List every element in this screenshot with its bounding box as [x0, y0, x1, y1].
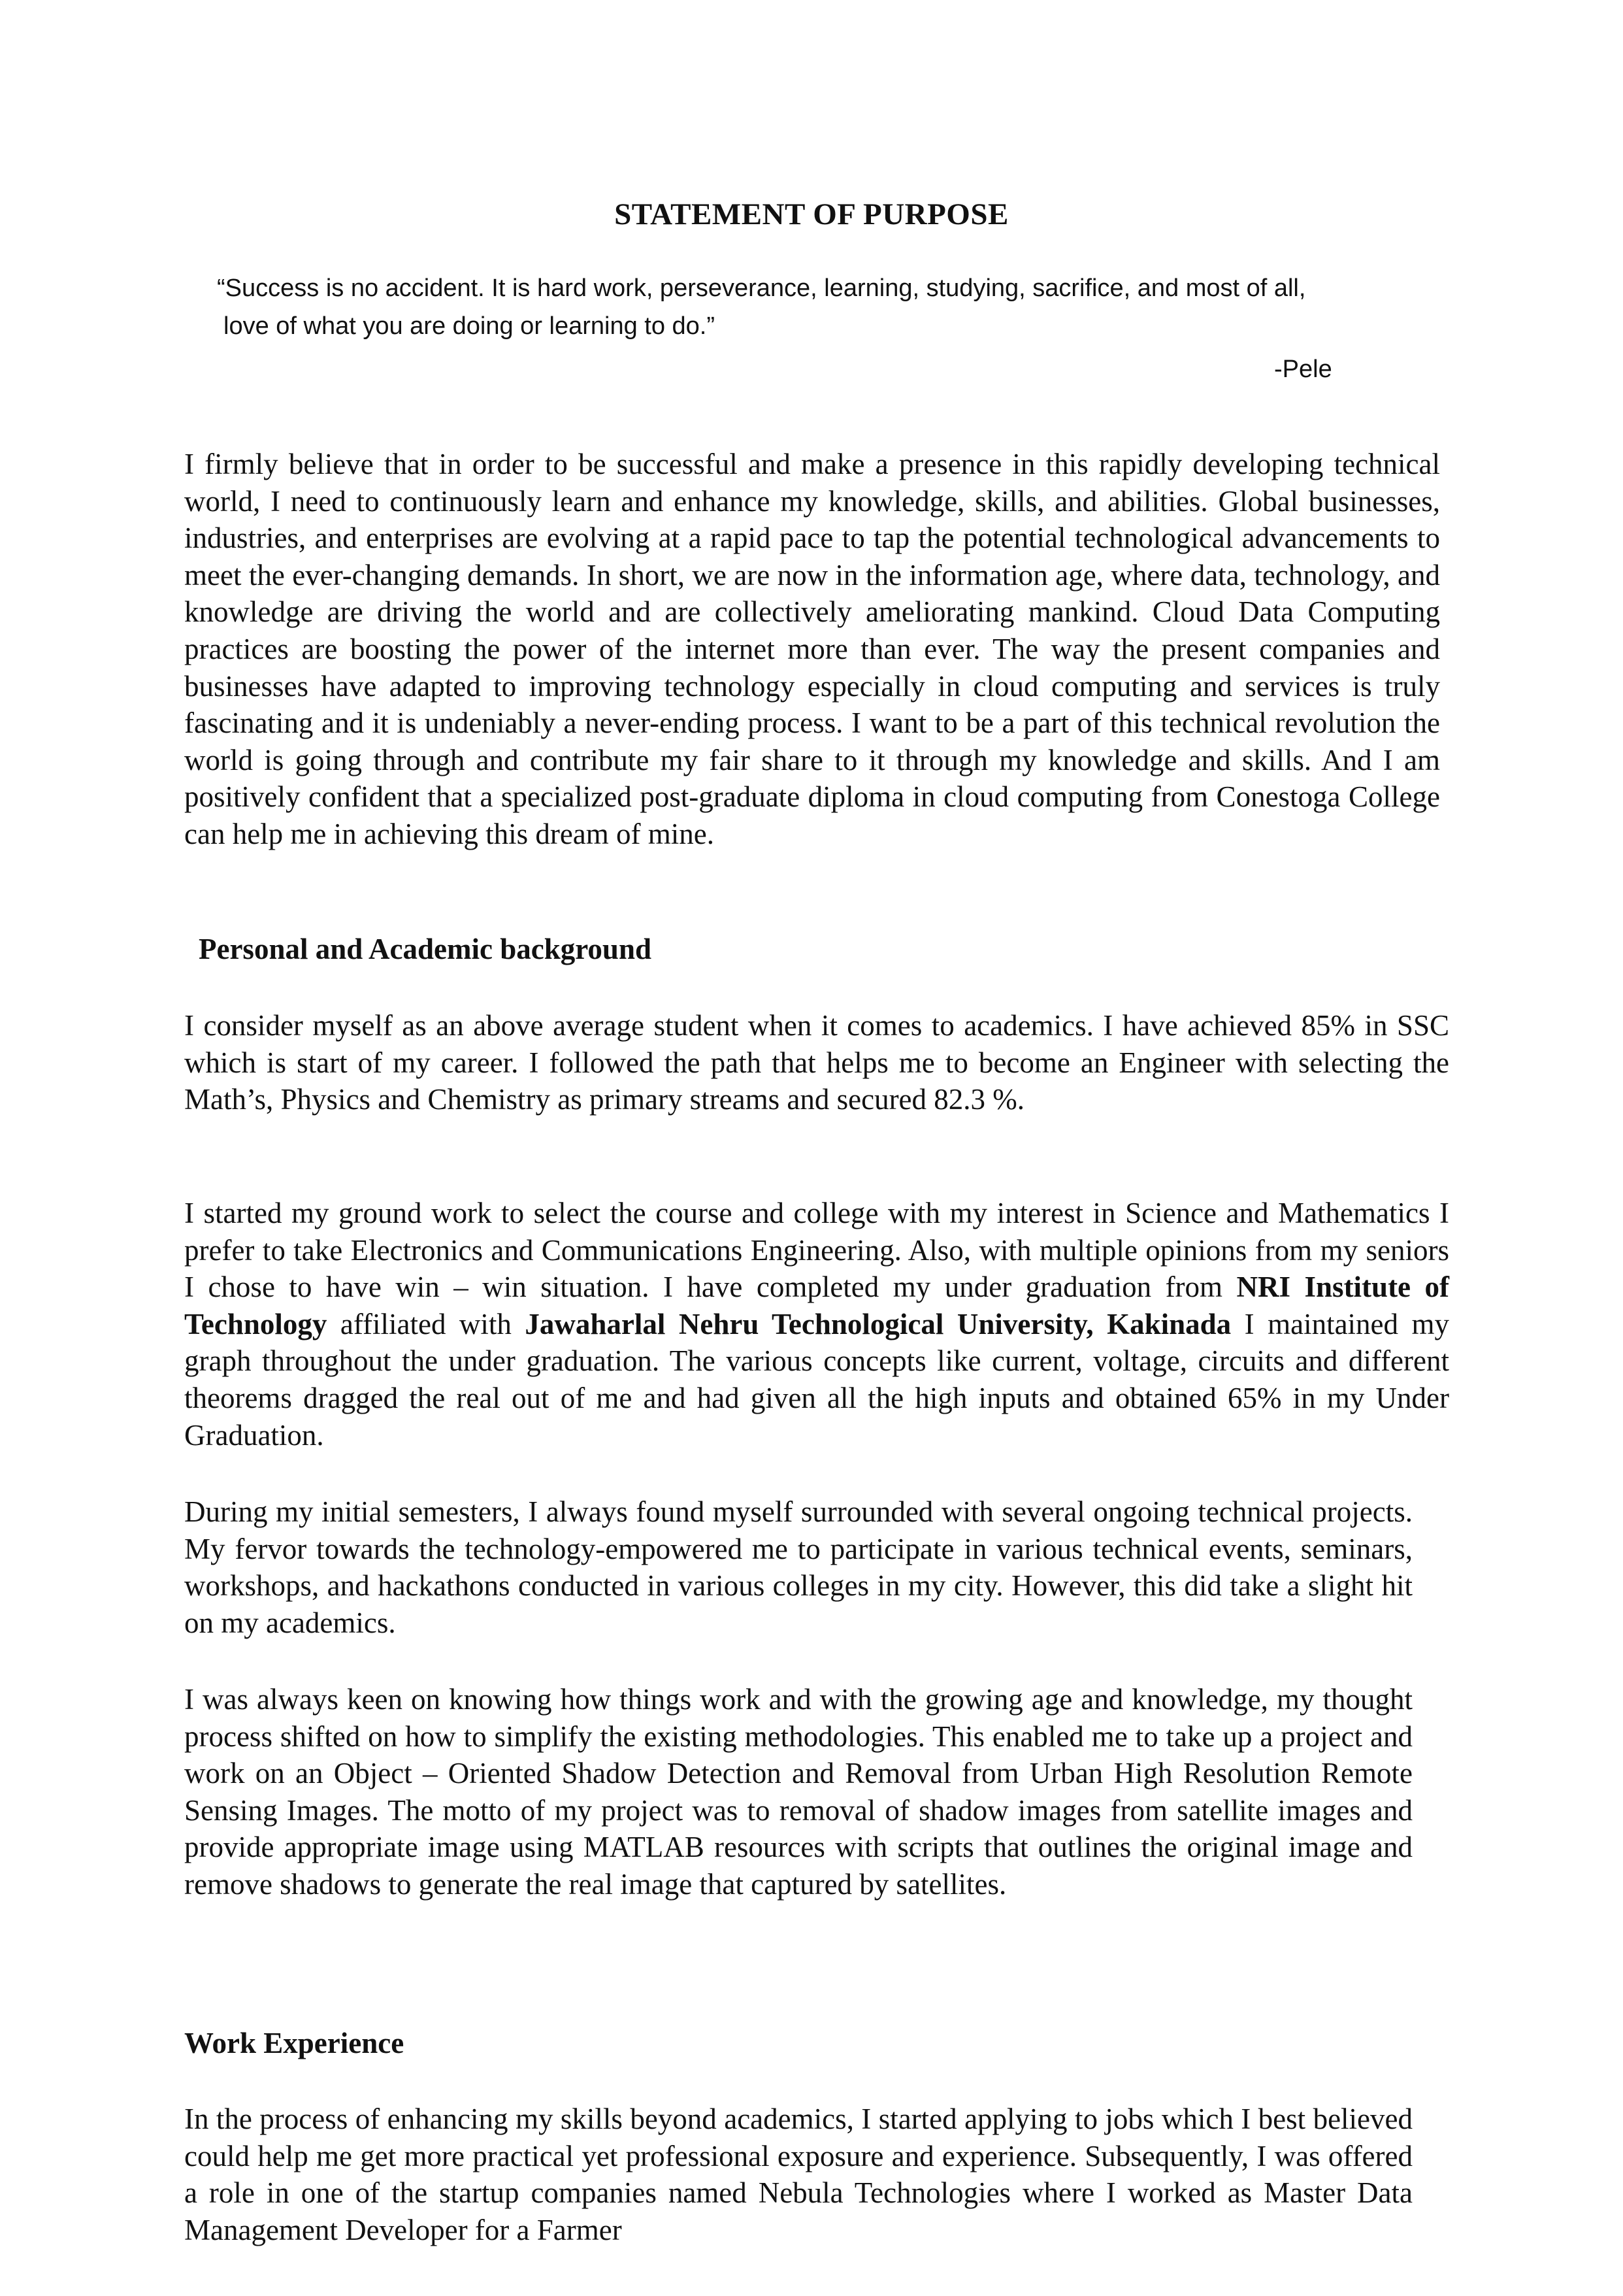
- quote-author: -Pele: [1274, 356, 1332, 383]
- personal-paragraph-1: I consider myself as an above average student when it comes to academics. I have achieved 85% in SSC which is start of my career. I followed the path that helps me to become an Engineer with selecting the Math’s, Physics and Chemistry as primary streams and secured 82.3 %.: [184, 1009, 1449, 1116]
- quote-line-2: love of what you are doing or learning to do.”: [223, 312, 715, 340]
- epigraph-quote: [217, 269, 1458, 345]
- paragraph-text: I maintained my graph throughout the under graduation. The various concepts like current, voltage, circuits and different theorems dragged the real out of me and had given all the high inputs and obtained 65% in my Under Graduation.: [184, 1307, 1449, 1452]
- paragraph-text: affiliated with: [327, 1307, 525, 1340]
- quote-line-1: “Success is no accident. It is hard work, perseverance, learning, studying, sacrifice, and most of all,: [217, 275, 1306, 302]
- document-title: STATEMENT OF PURPOSE: [614, 197, 1009, 231]
- personal-paragraph-4: I was always keen on knowing how things work and with the growing age and knowledge, my thought process shifted on how to simplify the existing methodologies. This enabled me to take up a project and work on an Object – Oriented Shadow Detection and Removal from Urban High Resolution Remote Sensing Images. The motto of my project was to removal of shadow images from satellite images and provide appropriate image using MATLAB resources with scripts that outlines the original image and remove shadows to generate the real image that captured by satellites.: [184, 1683, 1413, 1901]
- section-heading-work: Work Experience: [184, 2027, 404, 2059]
- institute-name: NRI Institute of Technology: [184, 1271, 1449, 1340]
- intro-paragraph: I firmly believe that in order to be successful and make a presence in this rapidly developing technical world, I need to continuously learn and enhance my knowledge, skills, and abilities. Global businesses, industries, and enterprises are evolving at a rapid pace to tap the potential technological advancements to meet the ever-changing demands. In short, we are now in the information age, where data, technology, and knowledge are driving the world and are collectively ameliorating mankind. Cloud Data Computing practices are boosting the power of the internet more than ever. The way the present companies and businesses have adapted to improving technology especially in cloud computing and services is truly fascinating and it is undeniably a never-ending process. I want to be a part of this technical revolution the world is going through and contribute my fair share to it through my knowledge and skills. And I am positively confident that a specialized post-graduate diploma in cloud computing from Conestoga College can help me in achieving this dream of mine.: [184, 448, 1440, 850]
- section-heading-personal: Personal and Academic background: [199, 933, 651, 965]
- university-name: Jawaharlal Nehru Technological University, Kakinada: [525, 1307, 1232, 1340]
- personal-paragraph-3: During my initial semesters, I always found myself surrounded with several ongoing technical projects. My fervor towards the technology-empowered me to participate in various technical events, seminars, workshops, and hackathons conducted in various colleges in my city. However, this did take a slight hit on my academics.: [184, 1495, 1413, 1639]
- personal-paragraph-2: [184, 1195, 1449, 1454]
- work-paragraph-1: In the process of enhancing my skills beyond academics, I started applying to jobs which I best believed could help me get more practical yet professional exposure and experience. Subsequently, I was offered a role in one of the startup companies named Nebula Technologies where I worked as Master Data Management Developer for a Farmer: [184, 2103, 1413, 2246]
- paragraph-text: I started my ground work to select the course and college with my interest in Science and Mathematics I prefer to take Electronics and Communications Engineering. Also, with multiple opinions from my seniors I chose to have win – win situation. I have completed my under graduation from: [184, 1197, 1449, 1304]
